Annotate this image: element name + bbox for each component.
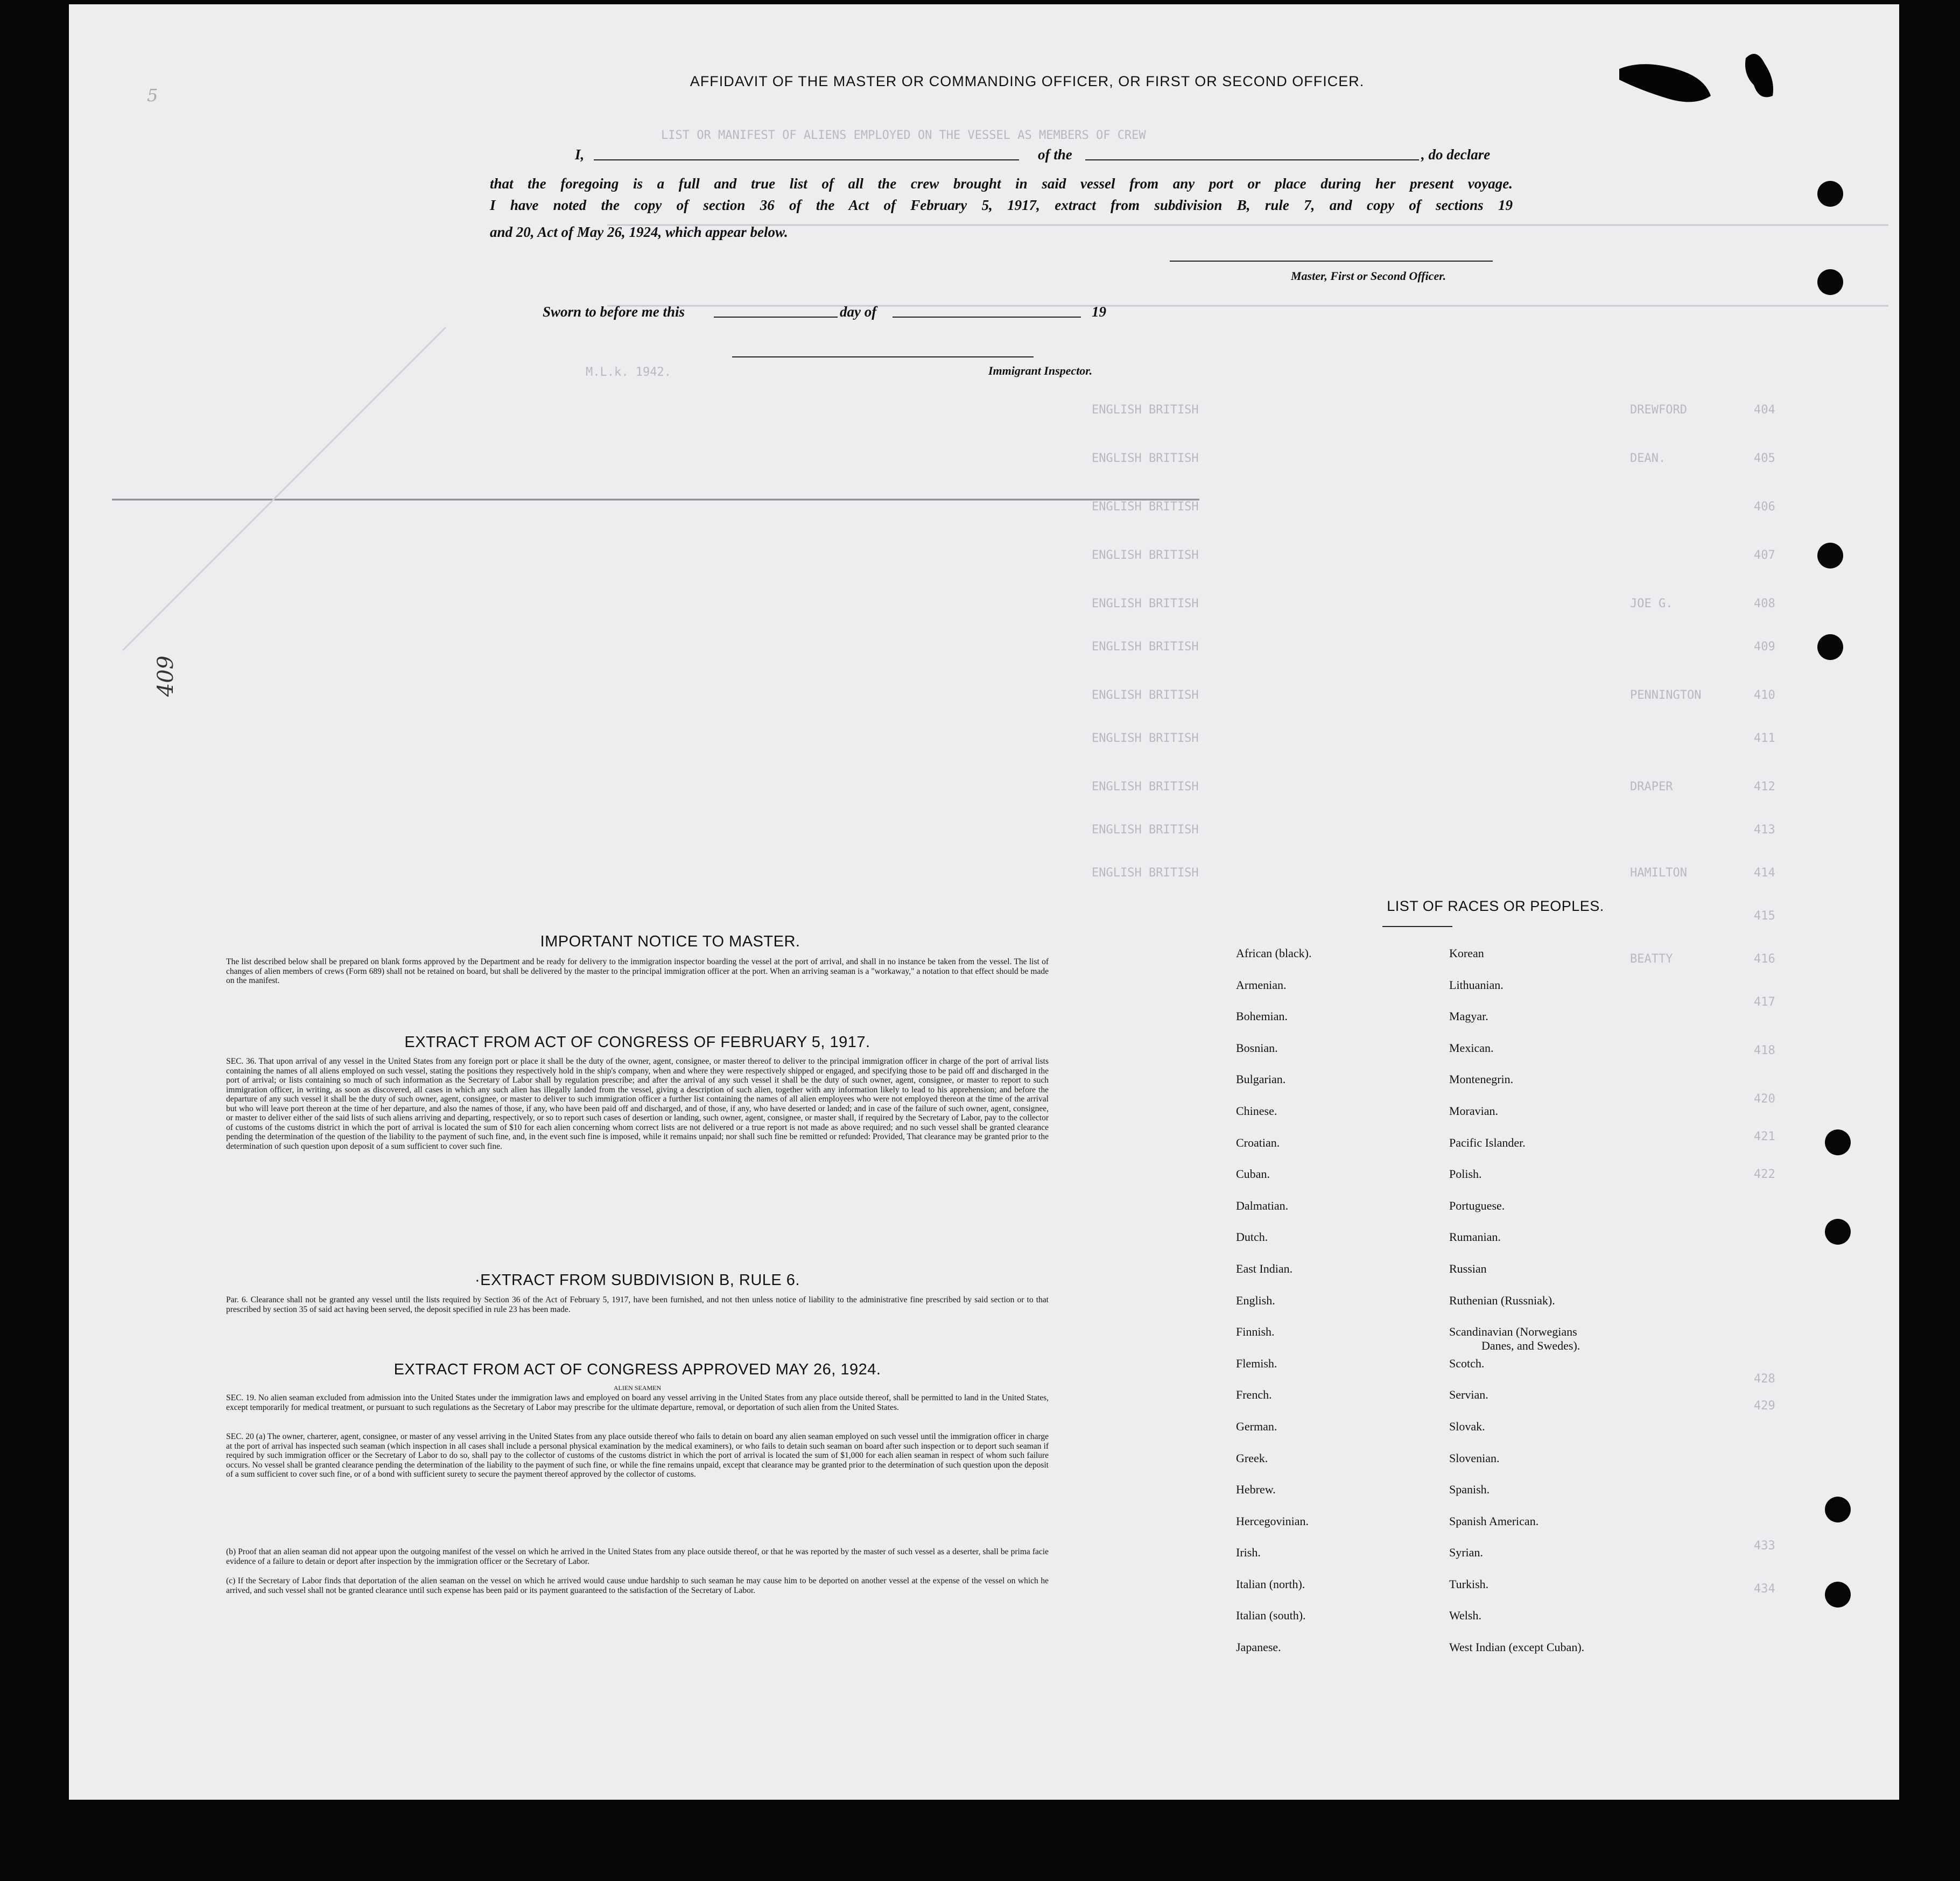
race-item: Servian.	[1449, 1388, 1488, 1402]
race-item: Mexican.	[1449, 1041, 1494, 1055]
affidavit-line-2: that the foregoing is a full and true list of all the crew brought in said vessel from any port or place during her present voyage.	[490, 176, 1513, 192]
master-name-line	[594, 159, 1019, 160]
extract-rule6-title: ·EXTRACT FROM SUBDIVISION B, RULE 6.	[474, 1272, 800, 1289]
race-item: Portuguese.	[1449, 1198, 1505, 1212]
race-item: Welsh.	[1449, 1609, 1481, 1623]
races-title-rule	[1382, 926, 1452, 927]
race-item: Bulgarian.	[1236, 1072, 1286, 1086]
race-item: Turkish.	[1449, 1577, 1489, 1591]
svg-text:ENGLISH BRITISH: ENGLISH BRITISH	[1092, 500, 1199, 514]
races-right-column	[1449, 947, 1584, 1673]
inspector-signature-line	[732, 356, 1034, 357]
affidavit-title: AFFIDAVIT OF THE MASTER OR COMMANDING OFFICER, OR FIRST OR SECOND OFFICER.	[690, 73, 1365, 89]
svg-text:LIST OR MANIFEST OF ALIENS EMP: LIST OR MANIFEST OF ALIENS EMPLOYED ON THE VESSEL AS MEMBERS OF CREW	[661, 129, 1146, 142]
race-item: Japanese.	[1236, 1640, 1281, 1654]
svg-text:434: 434	[1754, 1582, 1775, 1596]
extract-1924-title: EXTRACT FROM ACT OF CONGRESS APPROVED MAY 26, 1924.	[394, 1361, 881, 1378]
svg-text:ENGLISH BRITISH: ENGLISH BRITISH	[1092, 640, 1199, 654]
svg-text:420: 420	[1754, 1092, 1775, 1106]
svg-text:428: 428	[1754, 1372, 1775, 1386]
extract-rule6-text: Par. 6. Clearance shall not be granted any vessel until the lists required by Section 36 of the Act of February 5, 1917, have been furnished, and not then unless notice of liability to the administrative fine prescribed by said section or to that prescribed by section 35 of said act having been served, the deposit specified in rule 23 has been made.	[226, 1295, 1049, 1314]
races-left-column	[1236, 947, 1311, 1673]
svg-text:411: 411	[1754, 732, 1775, 745]
race-item: Spanish American.	[1449, 1514, 1539, 1528]
master-signature-line	[1170, 261, 1493, 262]
race-item: Russian	[1449, 1261, 1487, 1275]
race-item: African (black).	[1236, 946, 1312, 960]
top-left-margin-number: 5	[147, 85, 158, 106]
race-item: Greek.	[1236, 1451, 1268, 1465]
race-item: Lithuanian.	[1449, 978, 1504, 992]
punch-hole	[1817, 181, 1843, 207]
svg-text:421: 421	[1754, 1130, 1775, 1143]
race-item: Syrian.	[1449, 1546, 1483, 1560]
race-item: Dalmatian.	[1236, 1198, 1289, 1212]
race-item: Chinese.	[1236, 1104, 1277, 1118]
svg-text:ENGLISH BRITISH: ENGLISH BRITISH	[1092, 823, 1199, 837]
svg-text:ENGLISH BRITISH: ENGLISH BRITISH	[1092, 597, 1199, 610]
punch-hole	[1825, 1582, 1851, 1608]
race-item: Scandinavian (Norwegians	[1449, 1325, 1577, 1339]
svg-text:ENGLISH BRITISH: ENGLISH BRITISH	[1092, 780, 1199, 794]
race-item: Hercegovinian.	[1236, 1514, 1309, 1528]
punch-hole	[1817, 634, 1843, 660]
race-item: Danes, and Swedes).	[1481, 1339, 1580, 1353]
sworn-date-line	[714, 317, 838, 318]
race-item: Moravian.	[1449, 1104, 1499, 1118]
svg-text:422: 422	[1754, 1168, 1775, 1181]
svg-text:418: 418	[1754, 1044, 1775, 1057]
sworn-year-label: 19	[1092, 304, 1106, 320]
svg-text:433: 433	[1754, 1539, 1775, 1553]
margin-handwritten-number: 409	[153, 655, 179, 697]
extract-1917-title: EXTRACT FROM ACT OF CONGRESS OF FEBRUARY 5, 1917.	[404, 1034, 870, 1051]
race-item: West Indian (except Cuban).	[1449, 1640, 1585, 1654]
master-signature-label: Master, First or Second Officer.	[1291, 269, 1446, 283]
race-item: Flemish.	[1236, 1356, 1277, 1370]
svg-text:406: 406	[1754, 500, 1775, 514]
race-item: Italian (south).	[1236, 1609, 1306, 1623]
document-page	[69, 4, 1899, 1800]
race-item: Scotch.	[1449, 1356, 1485, 1370]
svg-text:PENNINGTON: PENNINGTON	[1630, 689, 1702, 702]
svg-text:405: 405	[1754, 452, 1775, 465]
race-item: German.	[1236, 1419, 1277, 1433]
notice-text: The list described below shall be prepared on blank forms approved by the Department and be ready for delivery to the immigration inspector boarding the vessel at the port of arrival, and shall in no instance be taken from the vessel. The list of changes of alien members of crews (Form 689) shall not be retained on board, but shall be delivered by the master to the principal immigration officer at the port. When an arriving seaman is a "workaway," a notation to that effect should be made on the manifest.	[226, 957, 1049, 985]
race-item: Ruthenian (Russniak).	[1449, 1293, 1555, 1307]
svg-text:408: 408	[1754, 597, 1775, 610]
race-item: Hebrew.	[1236, 1483, 1276, 1497]
race-item: English.	[1236, 1293, 1275, 1307]
svg-text:DEAN.: DEAN.	[1630, 452, 1666, 465]
punch-hole	[1825, 1497, 1851, 1522]
svg-text:JOE G.: JOE G.	[1630, 597, 1673, 610]
races-title: LIST OF RACES OR PEOPLES.	[1387, 898, 1604, 914]
punch-hole	[1825, 1219, 1851, 1245]
affidavit-line-4: and 20, Act of May 26, 1924, which appear below.	[490, 224, 788, 240]
race-item: Spanish.	[1449, 1483, 1490, 1497]
sworn-month-line	[893, 317, 1081, 318]
extract-1924-sec20b: (b) Proof that an alien seaman did not appear upon the outgoing manifest of the vessel on which he arrived in the United States from any place outside thereof, or that he was reported by the master of such vessel as a deserter, shall be prima facie evidence of a failure to detain or deport after inspection by the immigration officer or the Secretary of Labor.	[226, 1547, 1049, 1566]
race-item: East Indian.	[1236, 1261, 1293, 1275]
race-item: Slovenian.	[1449, 1451, 1500, 1465]
race-item: Magyar.	[1449, 1009, 1488, 1023]
affidavit-line-3: I have noted the copy of section 36 of the Act of February 5, 1917, extract from subdivision B, rule 7, and copy of sections 19	[490, 197, 1513, 213]
race-item: French.	[1236, 1388, 1272, 1402]
race-item: Rumanian.	[1449, 1230, 1501, 1244]
race-item: Irish.	[1236, 1546, 1261, 1560]
affidavit-i-label: I,	[575, 146, 585, 163]
sworn-label: Sworn to before me this	[543, 304, 685, 320]
svg-text:M.L.k. 1942.: M.L.k. 1942.	[586, 366, 671, 379]
svg-text:429: 429	[1754, 1399, 1775, 1413]
svg-text:DREWFORD: DREWFORD	[1630, 403, 1687, 417]
svg-text:BEATTY: BEATTY	[1630, 952, 1673, 966]
punch-hole	[1817, 269, 1843, 295]
race-item: Croatian.	[1236, 1135, 1280, 1149]
svg-text:407: 407	[1754, 549, 1775, 562]
race-item: Polish.	[1449, 1167, 1482, 1181]
race-item: Finnish.	[1236, 1325, 1275, 1339]
extract-1917-text: SEC. 36. That upon arrival of any vessel in the United States from any foreign port or place it shall be the duty of the owner, agent, consignee, or master thereof to deliver to the principal immigration officer in charge of the port of arrival lists containing the names of all aliens employed on such vessel, stating the positions they respectively hold in the ship's company, when and where they were respectively shipped or engaged, and specifying those to be paid off and discharged in the port of arrival; or lists containing so much of such information as the Secretary of Labor shall by regulation prescribe; and after the arrival of any such vessel it shall be the duty of such owner, agent, consignee, or master to report to such immigration officer, in writing, as soon as discovered, all cases in which any such alien has illegally landed from the vessel, giving a description of such alien, together with any information likely to lead to his apprehension; and before the departure of any such vessel it shall be the duty of such owner, agent, consignee, or master to deliver to such immigration officer a further list containing the names of all alien employees who were not employed thereon at the time of the arrival but who will leave port thereon at the time of her departure, and also the names of those, if any, who have been paid off and discharged, and of those, if any, who have deserted or landed; and in case of the failure of such owner, agent, consignee, or master to deliver either of the said lists of such aliens arriving and departing, respectively, or so to report such cases of desertion or landing, such owner, agent, consignee, or master shall, if required by the Secretary of Labor, pay to the collector of customs of the customs district in which the port of arrival is located the sum of $10 for each alien concerning whom correct lists are not delivered or a true report is not made as above required; and no such vessel shall be granted clearance pending the determination of the question of the liability to the payment of such fine, and, in the event such fine is imposed, while it remains unpaid; nor shall such fine be remitted or refunded: Provided, That clearance may be granted prior to the determination of such question upon deposit of a sum sufficient to cover such fine.	[226, 1057, 1049, 1151]
torn-corner-damage	[1614, 47, 1792, 117]
race-item: Korean	[1449, 946, 1484, 960]
svg-text:ENGLISH BRITISH: ENGLISH BRITISH	[1092, 866, 1199, 880]
extract-1924-sec19: SEC. 19. No alien seaman excluded from admission into the United States under the immigration laws and employed on board any vessel arriving in the United States from any place outside thereof, shall be permitted to land in the United States, except temporarily for medical treatment, or pursuant to such regulations as the Secretary of Labor may prescribe for the ultimate departure, removal, or deportation of such alien from the United States.	[226, 1393, 1049, 1412]
svg-text:ENGLISH BRITISH: ENGLISH BRITISH	[1092, 549, 1199, 562]
race-item: Montenegrin.	[1449, 1072, 1514, 1086]
svg-text:DRAPER: DRAPER	[1630, 780, 1673, 794]
affidavit-declare-label: , do declare	[1421, 146, 1491, 163]
affidavit-of-the-label: of the	[1038, 146, 1072, 163]
svg-text:HAMILTON: HAMILTON	[1630, 866, 1687, 880]
vessel-name-line	[1085, 159, 1419, 160]
svg-text:404: 404	[1754, 403, 1775, 417]
inspector-label: Immigrant Inspector.	[988, 364, 1093, 377]
extract-1924-sec20a: SEC. 20 (a) The owner, charterer, agent, consignee, or master of any vessel arriving in the United States from any place outside thereof who fails to detain on board any alien seaman employed on such vessel until the immigration officer in charge at the port of arrival has inspected such seaman (which inspection in all cases shall include a personal physical examination by the medical examiners), or who fails to detain such seaman on board after such inspection or to deport such seaman if required by such immigration officer or the Secretary of Labor to do so, shall pay to the collector of customs of the customs district in which the port of arrival is located the sum of $1,000 for each alien seaman in respect of whom such failure occurs. No vessel shall be granted clearance pending the determination of the liability to the payment of such fine, or while the fine remains unpaid, except that clearance may be granted prior to the determination of such question upon the deposit of a sum sufficient to cover such fine, or of a bond with sufficient surety to secure the payment thereof approved by the collector of customs.	[226, 1432, 1049, 1479]
extract-1924-subtitle: ALIEN SEAMEN	[613, 1384, 662, 1392]
svg-text:ENGLISH BRITISH: ENGLISH BRITISH	[1092, 732, 1199, 745]
race-item: Dutch.	[1236, 1230, 1268, 1244]
svg-text:ENGLISH BRITISH: ENGLISH BRITISH	[1092, 403, 1199, 417]
svg-text:414: 414	[1754, 866, 1775, 880]
race-item: Cuban.	[1236, 1167, 1270, 1181]
race-item: Pacific Islander.	[1449, 1135, 1526, 1149]
svg-text:409: 409	[1754, 640, 1775, 654]
punch-hole	[1825, 1129, 1851, 1155]
race-item: Italian (north).	[1236, 1577, 1305, 1591]
svg-text:416: 416	[1754, 952, 1775, 966]
svg-text:413: 413	[1754, 823, 1775, 837]
sworn-day-of-label: day of	[840, 304, 877, 320]
svg-text:ENGLISH BRITISH: ENGLISH BRITISH	[1092, 689, 1199, 702]
notice-title: IMPORTANT NOTICE TO MASTER.	[540, 933, 800, 950]
race-item: Slovak.	[1449, 1419, 1485, 1433]
race-item: Armenian.	[1236, 978, 1287, 992]
race-item: Bosnian.	[1236, 1041, 1278, 1055]
svg-text:415: 415	[1754, 909, 1775, 923]
svg-text:410: 410	[1754, 689, 1775, 702]
punch-hole	[1817, 543, 1843, 568]
svg-text:412: 412	[1754, 780, 1775, 794]
svg-text:ENGLISH BRITISH: ENGLISH BRITISH	[1092, 452, 1199, 465]
race-item: Bohemian.	[1236, 1009, 1288, 1023]
extract-1924-sec20c: (c) If the Secretary of Labor finds that deportation of the alien seaman on the vessel on which he arrived would cause undue hardship to such seaman he may cause him to be deported on another vessel at the expense of the vessel on which he arrived, and such vessel shall not be granted clearance until such expense has been paid or its payment guaranteed to the satisfaction of the Secretary of Labor.	[226, 1576, 1049, 1595]
svg-text:417: 417	[1754, 995, 1775, 1009]
